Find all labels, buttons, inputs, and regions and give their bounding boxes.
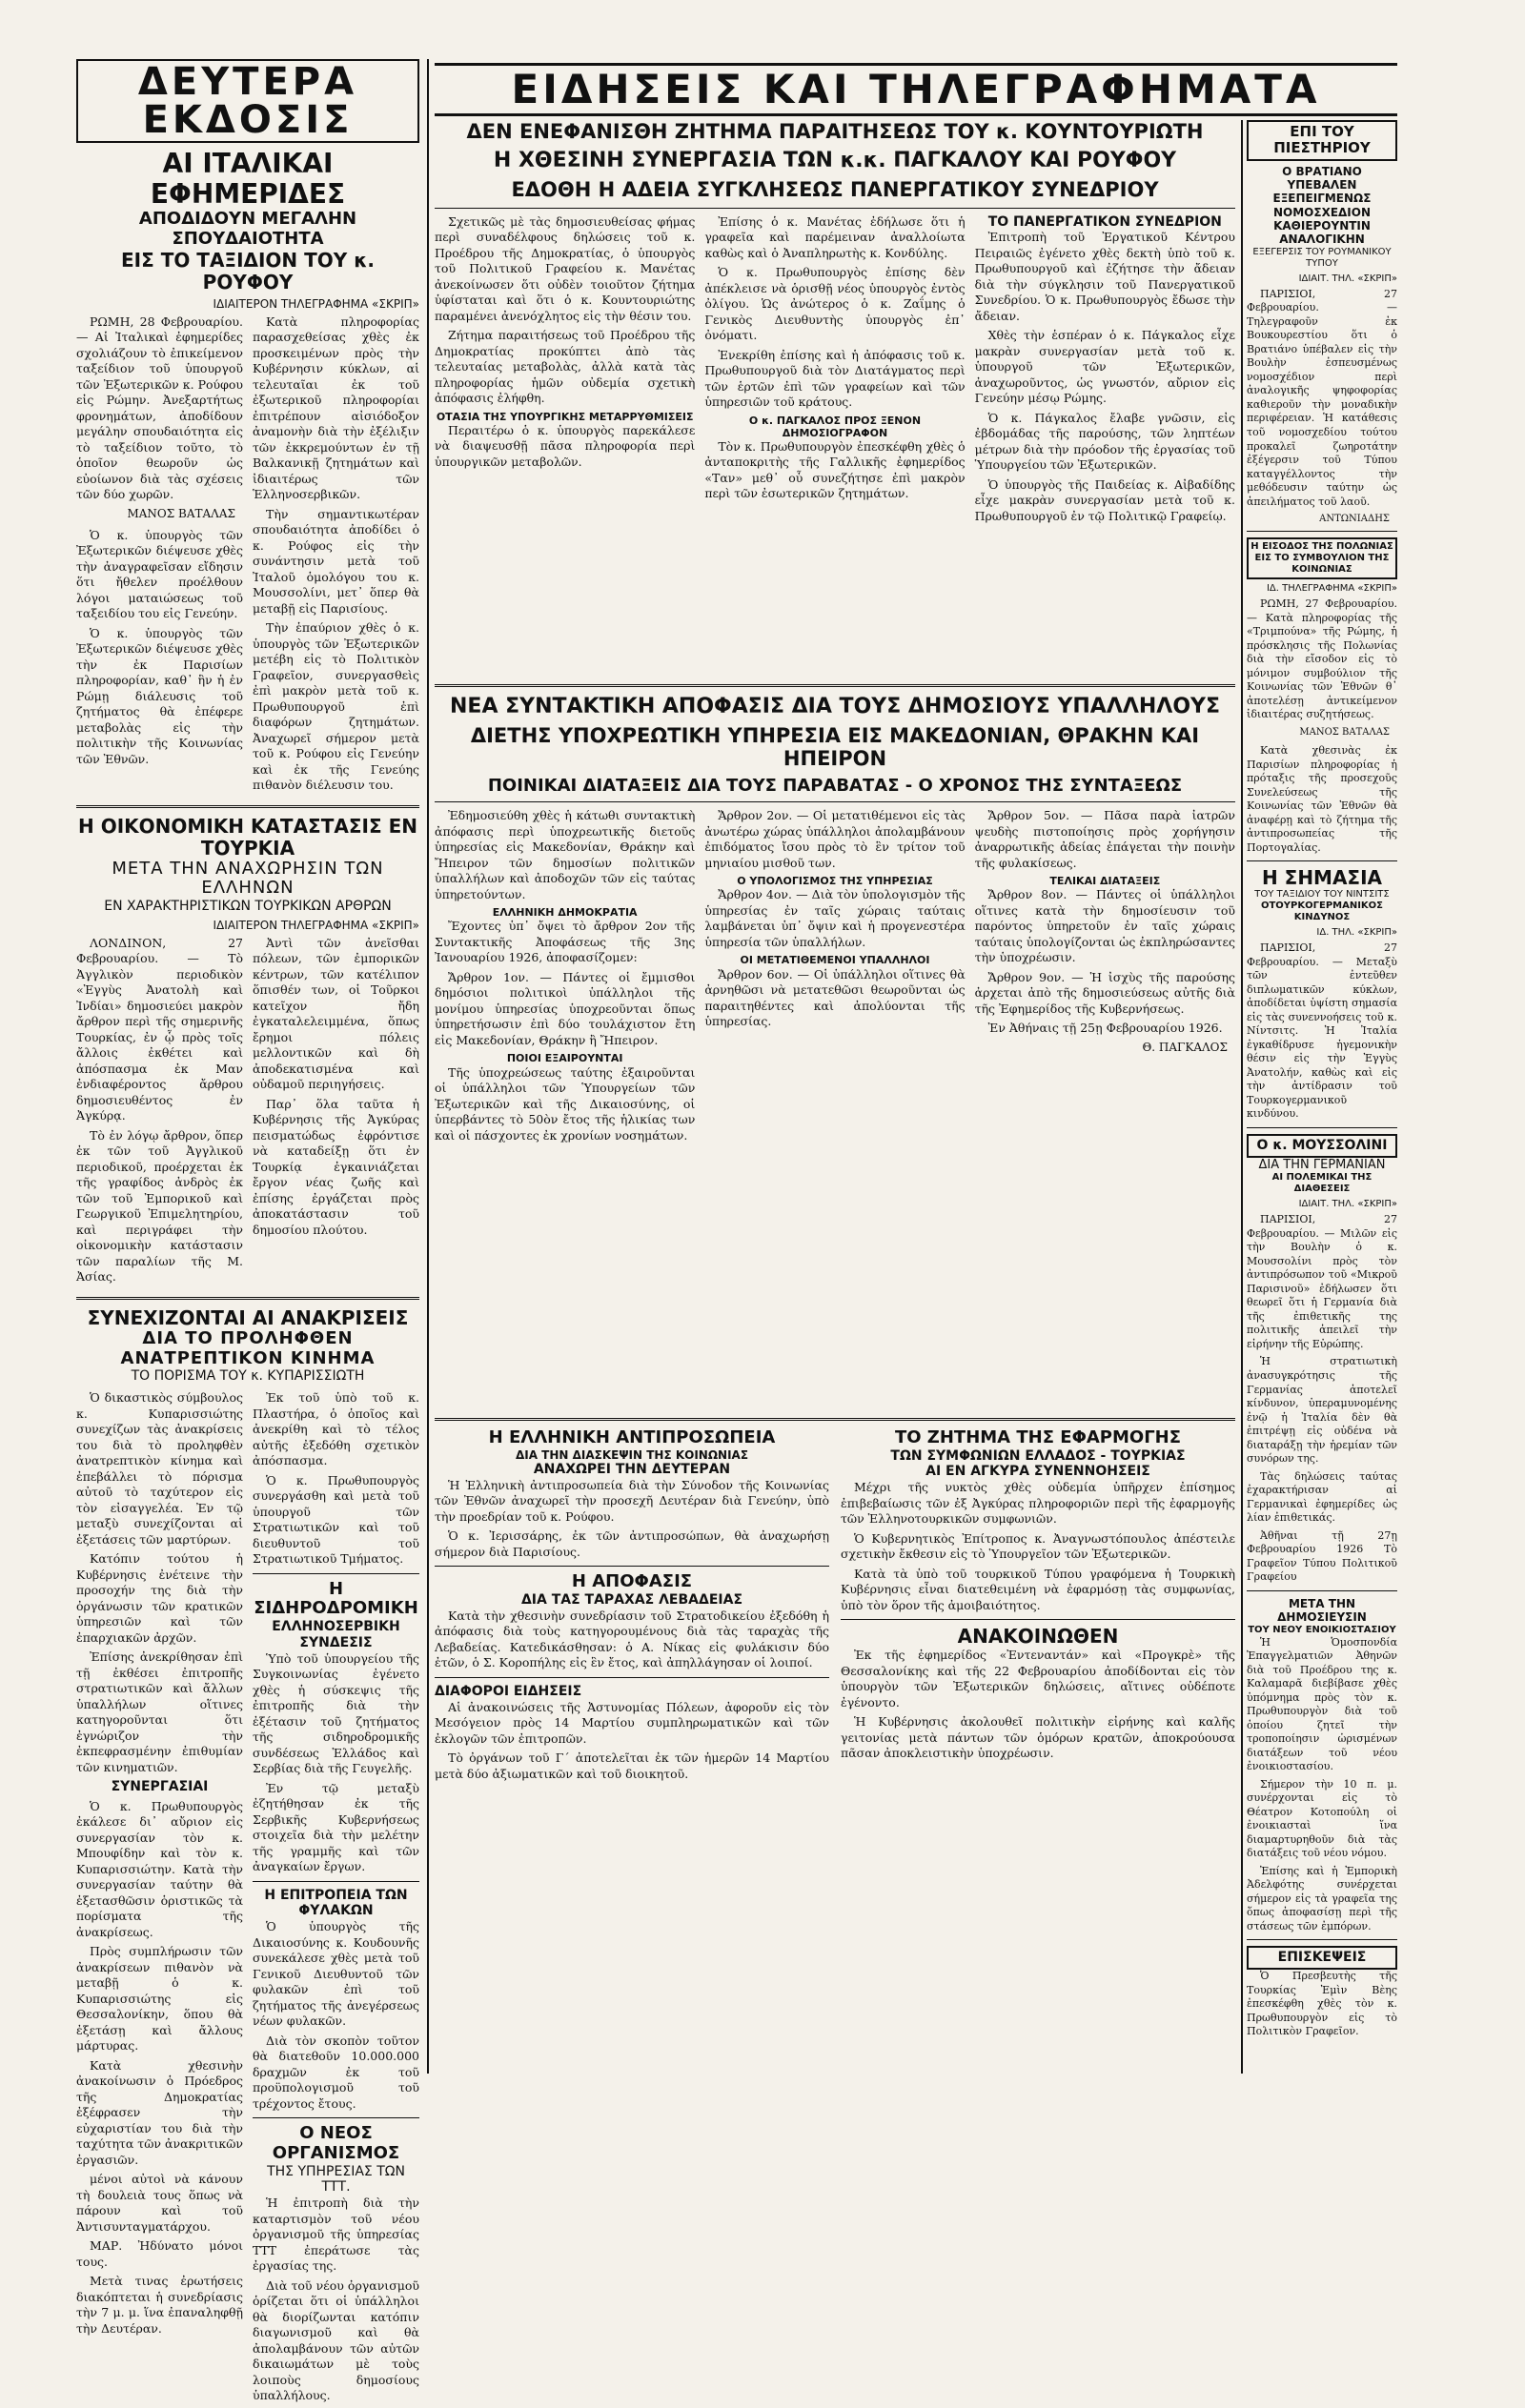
pestrio-subtitle-2: ΕΞΕΓΕΡΣΙΣ ΤΟΥ ΡΟΥΜΑΝΙΚΟΥ ΤΥΠΟΥ	[1252, 246, 1392, 269]
investigations-subtitle-1: ΔΙΑ ΤΟ ΠΡΟΛΗΦΘΕΝ ΑΝΑΤΡΕΠΤΙΚΟΝ ΚΙΝΗΜΑ	[120, 1327, 376, 1368]
investigations-p6: Ὁ κ. Πρωθυπουργὸς ἐκάλεσε δι᾽ αὔριον εἰς συνεργασίαν τὸν κ. Μπουφίδην καὶ τὸν κ. Κυπαρισσιώτην. Κατὰ τὴν συνεργασίαν ταύτην θὰ ἐξετασθῶσιν ὁριστικῶς τὰ πορίσματα τῆς ἀνακρίσεως.	[76, 1798, 243, 1939]
resign-subhead-1: ΟΤΑΣΙΑ ΤΗΣ ΥΠΟΥΡΓΙΚΗΣ ΜΕΤΑΡΡΥΘΜΙΣΕΙΣ	[436, 410, 694, 423]
left-column	[76, 59, 419, 2408]
episkepsis-box	[1247, 1946, 1397, 1970]
resign-headline-2: Η ΧΘΕΣΙΝΗ ΣΥΝΕΡΓΑΣΙΑ ΤΩΝ κ.κ. ΠΑΓΚΑΛΟΥ ΚΑΙ ΡΟΥΦΟΥ	[493, 149, 1177, 173]
pestrio-subtitle: Ο ΒΡΑΤΙΑΝΟ ΥΠΕΒΑΛΕΝ ΕΞΕΠΕΙΓΜΕΝΩΣ ΝΟΜΟΣΧΕΔΙΟΝ ΚΑΘΙΕΡΟΥΝΤΙΝ ΑΝΑΛΟΓΙΚΗΝ	[1272, 164, 1372, 247]
pestrio-box	[1247, 120, 1397, 161]
poland-title: Η ΕΙΣΟΔΟΣ ΤΗΣ ΠΟΛΩΝΙΑΣ ΕΙΣ ΤΟ ΣΥΜΒΟΥΛΙΟΝ ΤΗΣ ΚΟΙΝΩΝΙΑΣ	[1250, 541, 1393, 576]
poland-signature: ΜΑΝΟΣ ΒΑΤΑΛΑΣ	[1299, 726, 1390, 738]
pestrio-title: ΕΠΙ ΤΟΥ ΠΙΕΣΤΗΡΙΟΥ	[1273, 123, 1371, 157]
mussolini-subtitle-2: ΑΙ ΠΟΛΕΜΙΚΑΙ ΤΗΣ ΔΙΑΘΕΣΕΙΣ	[1271, 1172, 1372, 1195]
poland-p1: ΡΩΜΗ, 27 Φεβρουαρίου. — Κατὰ πληροφορίας τῆς «Τριμπούνα» τῆς Ρώμης, ἡ πρόσκλησις τῆς Πολωνίας διὰ τὴν εἴσοδον εἰς τὸ μόνιμον συμβούλιον τῆς Κοινωνίας τῶν Ἐθνῶν θ᾽ ἀποτελέσῃ ἀντικείμενον ἰδιαιτέρας συζητήσεως.	[1247, 597, 1397, 721]
investigations-p5: Ὁ κ. Πρωθυπουργὸς συνεργάσθη καὶ μετὰ τοῦ ὑπουργοῦ τῶν Στρατιωτικῶν καὶ τοῦ διευθυντοῦ τοῦ Στρατιωτικοῦ Τμήματος.	[253, 1472, 419, 1567]
central-p3: Ἄρθρον 1ον. — Πάντες οἱ ἔμμισθοι δημόσιοι πολιτικοὶ ὑπάλληλοι τῆς μονίμου ὑπηρεσίας ὑποχρεοῦνται ὅπως ὑπηρετήσωσιν ἐπὶ δύο τουλάχιστον ἔτη εἰς Μακεδονίαν, Θράκην ἢ Ἤπειρον.	[435, 969, 696, 1047]
levadia-title: Η ΑΠΟΦΑΣΙΣ	[571, 1571, 693, 1592]
central-headline-1: ΝΕΑ ΣΥΝΤΑΚΤΙΚΗ ΑΠΟΦΑΣΙΣ ΔΙΑ ΤΟΥΣ ΔΗΜΟΣΙΟΥΣ ΥΠΑΛΛΗΛΟΥΣ	[450, 695, 1220, 718]
turkey-p2: Τὸ ἐν λόγῳ ἄρθρον, ὅπερ ἐκ τῶν τοῦ Ἀγγλικοῦ περιοδικοῦ, προέρχεται ἐκ τῆς γραφίδος ἀνδρὸς ἐκ τῶν τοῦ Ἐμπορικοῦ καὶ Γεωργικοῦ Ἐπιμελητηρίου, καὶ περιγράφει τὴν οἰκονομικὴν κατάστασιν τῶν παραλίων τῆς Μ. Ἀσίας.	[76, 1127, 243, 1285]
delegation-subtitle-2: ΑΝΑΧΩΡΕΙ ΤΗΝ ΔΕΥΤΕΡΑΝ	[533, 1462, 731, 1478]
italian-p5: Τὴν σημαντικωτέραν σπουδαιότητα ἀποδίδει ὁ κ. Ρούφος εἰς τὴν συνάντησιν μετὰ τοῦ Ἰταλοῦ ὁμολόγου του κ. Μουσσολίνι, μετ᾽ ὅπερ θὰ μεταβῇ εἰς Παρισίους.	[253, 506, 419, 616]
mussolini-body	[1247, 1213, 1397, 1584]
italian-p4: Κατὰ πληροφορίας παρασχεθείσας χθὲς ἐκ προσκειμένων πρὸς τὴν Κυβέρνησιν κύκλων, αἱ τελευταῖαι ἐκ τοῦ ἐξωτερικοῦ πληροφορίαι ἐπιτρέπουν αἰσιόδοξον ἀναμονὴν διὰ τὴν ἐξέλιξιν τῶν ἐκκρεμούντων ἐν τῇ Βαλκανικῇ ζητημάτων καὶ ἰδιαιτέρως τῶν Ἑλληνοσερβικῶν.	[253, 314, 419, 502]
bottom-row	[435, 1428, 1235, 1786]
investigations-p10: Μετὰ τινας ἐρωτήσεις διακόπτεται ἡ συνεδρίασις τὴν 7 μ. μ. ἵνα ἐπαναληφθῇ τὴν Δευτέραν.	[76, 2274, 243, 2336]
central-p2: Ἔχοντες ὑπ᾽ ὄψει τὸ ἄρθρον 2ον τῆς Συντακτικῆς Ἀποφάσεως τῆς 3ης Ἰανουαρίου 1926, ἀποφασίζομεν:	[435, 919, 696, 965]
divider	[1247, 531, 1397, 532]
resign-subhead-3: ΤΟ ΠΑΝΕΡΓΑΤΙΚΟΝ ΣΥΝΕΔΡΙΟΝ	[987, 213, 1222, 230]
anakoinothen-title: ΑΝΑΚΟΙΝΩΘΕΝ	[957, 1625, 1119, 1649]
episkepsis-p1: Ὁ Πρεσβευτὴς τῆς Τουρκίας Ἐμὶν Βὲης ἐπεσκέφθη χθὲς τὸν κ. Πρωθυπουργὸν εἰς τὸ Πολιτικὸν Γραφεῖον.	[1247, 1970, 1397, 2038]
divider	[435, 208, 1235, 209]
investigations-subhead: ΣΥΝΕΡΓΑΣΙΑΙ	[111, 1779, 209, 1795]
turkey-p4: Παρ᾽ ὅλα ταῦτα ἡ Κυβέρνησις τῆς Ἀγκύρας πεισματώδως ἐφρόντισε νὰ καταδείξῃ ὅτι ἐν Τουρκίᾳ ἐγκαινιάζεται ἔργον νέας ζωῆς καὶ ἐπίσης ἐργάζεται πρὸς ἀποκατάστασιν τοῦ δημοσίου πλούτου.	[253, 1096, 419, 1237]
turkey-subtitle-1: ΜΕΤΑ ΤΗΝ ΑΝΑΧΩΡΗΣΙΝ ΤΩΝ ΕΛΛΗΝΩΝ	[112, 858, 384, 899]
resign-subhead-2: Ο κ. ΠΑΓΚΑΛΟΣ ΠΡΟΣ ΞΕΝΟΝ ΔΗΜΟΣΙΟΓΡΑΦΟΝ	[748, 414, 922, 439]
ttt-p1: Ἡ ἐπιτροπὴ διὰ τὴν καταρτισμὸν τοῦ νέου ὀργανισμοῦ τῆς ὑπηρεσίας ΤΤΤ ἐπεράτωσε τὰς ἐργασίας της.	[253, 2196, 419, 2274]
divider	[253, 1573, 419, 1574]
central-p8: Ἄρθρον 6ον. — Οἱ ὑπάλληλοι οἵτινες θὰ ἀρνηθῶσι νὰ μετατεθῶσι θεωροῦνται ὡς παραιτηθέντες καὶ ἀπολύονται τῆς ὑπηρεσίας.	[704, 966, 966, 1029]
divider	[76, 805, 419, 808]
greekturkish-p1: Μέχρι τῆς νυκτὸς χθὲς οὐδεμία ὑπῆρχεν ἐπίσημος ἐπιβεβαίωσις τῶν ἐξ Ἀγκύρας πληροφοριῶν περὶ τῆς ἐφαρμογῆς τῶν Ἑλληνοτουρκικῶν συμφωνιῶν.	[841, 1480, 1235, 1527]
italian-source: ΙΔΙΑΙΤΕΡΟΝ ΤΗΛΕΓΡΑΦΗΜΑ «ΣΚΡΙΠ»	[213, 296, 419, 311]
column-separator	[427, 59, 429, 2074]
pestrio-p1: ΠΑΡΙΣΙΟΙ, 27 Φεβρουαρίου. — Τηλεγραφοῦν ἐκ Βουκουρεστίου ὅτι ὁ Βρατιάνο ὑπέβαλεν εἰς τὴν Βουλὴν ἐσπευσμένως νομοσχέδιον περὶ ἀναλογικῆς ψηφοφορίας καθιεροῦν τὴν μοναδικὴν περιφέρειαν. Ἡ κατάθεσις τοῦ νομοσχεδίου τούτου προκαλεῖ ζωηροτάτην ἐξέγερσιν τοῦ Τύπου καταγγέλλοντος τὴν μεθόδευσιν ταύτην ὡς ἀπειλήματος τοῦ λαοῦ.	[1247, 287, 1397, 508]
central-body	[435, 808, 1235, 1147]
simasia-title: Η ΣΗΜΑΣΙΑ	[1261, 866, 1383, 890]
italian-signature: ΜΑΝΟΣ ΒΑΤΑΛΑΣ	[127, 506, 235, 520]
diafora-p2: Τὸ ὀργάνων τοῦ Γ΄ ἀποτελεῖται ἐκ τῶν ἡμερῶν 14 Μαρτίου μετὰ δύο ἀξιωματικῶν καὶ τοῦ διοικητοῦ.	[435, 1750, 829, 1781]
central-headline-3: ΠΟΙΝΙΚΑΙ ΔΙΑΤΑΞΕΙΣ ΔΙΑ ΤΟΥΣ ΠΑΡΑΒΑΤΑΣ - Ο ΧΡΟΝΟΣ ΤΗΣ ΣΥΝΤΑΞΕΩΣ	[487, 775, 1183, 796]
column-separator	[1241, 120, 1243, 2074]
right-column	[1247, 120, 1397, 2043]
railway-title: Η ΣΙΔΗΡΟΔΡΟΜΙΚΗ	[254, 1578, 418, 1619]
divider	[253, 2117, 419, 2118]
enoikio-title: ΜΕΤΑ ΤΗΝ ΔΗΜΟΣΙΕΥΣΙΝ	[1277, 1596, 1367, 1625]
news-banner	[435, 63, 1397, 116]
investigations-title: ΣΥΝΕΧΙΖΟΝΤΑΙ ΑΙ ΑΝΑΚΡΙΣΕΙΣ	[87, 1305, 409, 1329]
pestrio-source: ΙΔΙΑΙΤ. ΤΗΛ. «ΣΚΡΙΠ»	[1298, 273, 1397, 284]
central-headline-2: ΔΙΕΤΗΣ ΥΠΟΧΡΕΩΤΙΚΗ ΥΠΗΡΕΣΙΑ ΕΙΣ ΜΑΚΕΔΟΝΙΑΝ, ΘΡΑΚΗΝ ΚΑΙ ΗΠΕΙΡΟΝ	[470, 724, 1200, 771]
levadia-p1: Κατὰ τὴν χθεσινὴν συνεδρίασιν τοῦ Στρατοδικείου ἐξεδόθη ἡ ἀπόφασις διὰ τοὺς κατηγορουμένους διὰ τὰς ταραχὰς τῆς Λεβαδείας. Κατεδικάσθησαν: ὁ Α. Νίκας εἰς φυλάκισιν δύο ἐτῶν, ὁ Σ. Κοροπήλης εἰς ἓν ἔτος, καὶ ἀπηλλάγησαν οἱ λοιποί.	[435, 1608, 829, 1670]
enoikio-body	[1247, 1636, 1397, 1934]
divider	[1247, 1590, 1397, 1591]
greekturkish-subtitle-2: ΑΙ ΕΝ ΑΓΚΥΡΑ ΣΥΝΕΝΝΟΗΣΕΙΣ	[925, 1464, 1150, 1480]
edition-box	[76, 59, 419, 143]
ttt-p2: Διὰ τοῦ νέου ὀργανισμοῦ ὁρίζεται ὅτι οἱ ὑπάλληλοι θὰ διορίζωνται κατόπιν διαγωνισμοῦ καὶ θὰ ἀπολαμβάνουν τῶν αὐτῶν δικαιωμάτων μὲ τοὺς λοιποὺς δημοσίους ὑπαλλήλους.	[253, 2277, 419, 2403]
enoikio-subtitle: ΤΟΥ ΝΕΟΥ ΕΝΟΙΚΙΟΣΤΑΣΙΟΥ	[1248, 1624, 1396, 1635]
investigations-subtitle-2: ΤΟ ΠΟΡΙΣΜΑ ΤΟΥ κ. ΚΥΠΑΡΙΣΣΙΩΤΗ	[131, 1368, 365, 1385]
central-p5: Ἄρθρον 2ον. — Οἱ μετατιθέμενοι εἰς τὰς ἀνωτέρω χώρας ὑπάλληλοι ἀπολαμβάνουν ἐπιδόματος ἴσου πρὸς τὸ ἓν τρίτον τοῦ μηνιαίου μισθοῦ των.	[704, 808, 966, 870]
divider	[1247, 1939, 1397, 1940]
central-p6: Ἄρθρον 4ον. — Διὰ τὸν ὑπολογισμὸν τῆς ὑπηρεσίας ἐν ταῖς χώραις ταύταις λαμβάνεται ὑπ᾽ ὄψιν καὶ ἡ προγενεστέρα ὑπηρεσία τῶν ὑπαλλήλων.	[704, 887, 966, 949]
enoikio-p1: Ἡ Ὁμοσπονδία Ἐπαγγελματιῶν Ἀθηνῶν διὰ τοῦ Προέδρου της κ. Καλαμαρᾶ διεβίβασε χθὲς ὑπόμνημα πρὸς τὸν κ. Πρωθυπουργὸν διὰ τοῦ ὁποίου ζητεῖ τὴν τροποποίησιν ὡρισμένων διατάξεων τοῦ νέου ἐνοικιοστασίου.	[1247, 1635, 1397, 1773]
levadia-subtitle: ΔΙΑ ΤΑΣ ΤΑΡΑΧΑΣ ΛΕΒΑΔΕΙΑΣ	[520, 1592, 743, 1609]
diafora-p1: Αἱ ἀνακοινώσεις τῆς Ἀστυνομίας Πόλεων, ἀφοροῦν εἰς τὸν Μεσόγειον πρὸς 14 Μαρτίου συμπληρωματικῶν καὶ τῶν ἐκλογῶν τῶν ἐπιτροπῶν.	[435, 1699, 829, 1746]
resign-headline-3: ΕΔΟΘΗ Η ΑΔΕΙΑ ΣΥΓΚΛΗΣΕΩΣ ΠΑΝΕΡΓΑΤΙΚΟΥ ΣΥΝΕΔΡΙΟΥ	[511, 178, 1159, 202]
resign-p10: Ὁ κ. Πάγκαλος ἔλαβε γνῶσιν, εἰς ἐβδομάδας τῆς παρούσης, τῶν ληπτέων μέτρων διὰ τὴν πρόοδον τῆς ἐργασίας τοῦ Ὑπουργείου τῶν Ἐξωτερικῶν.	[974, 410, 1235, 473]
resign-p5: Ὁ κ. Πρωθυπουργὸς ἐπίσης δὲν ἀπέκλεισε νὰ ὁρισθῇ νέος ὑπουργὸς ἐντὸς ὀλίγου. Ὡς ἀνώτερος ὁ κ. Ζαΐμης ὁ Γενικὸς Διευθυντὴς ὑπουργὸς ἐπ᾽ ὀνόματι.	[704, 265, 966, 343]
resign-p7: Τὸν κ. Πρωθυπουργὸν ἐπεσκέφθη χθὲς ὁ ἀνταποκριτὴς τῆς Γαλλικῆς ἐφημερίδος «Ταν» μεθ᾽ οὗ συνεζήτησε ἐπὶ μακρὸν περὶ τῶν ἐσωτερικῶν ζητημάτων.	[704, 438, 966, 501]
divider	[435, 801, 1235, 802]
divider	[435, 1566, 829, 1567]
italian-subtitle-1: ΑΠΟΔΙΔΟΥΝ ΜΕΓΑΛΗΝ ΣΠΟΥΔΑΙΟΤΗΤΑ	[138, 209, 357, 250]
mussolini-p3: Τὰς δηλώσεις ταύτας ἐχαρακτήρισαν αἱ Γερμανικαὶ ἐφημερίδες ὡς λίαν ἐπιθετικάς.	[1247, 1469, 1397, 1525]
railway-subtitle: ΕΛΛΗΝΟΣΕΡΒΙΚΗ ΣΥΝΔΕΣΙΣ	[272, 1618, 400, 1650]
central-p4: Τῆς ὑποχρεώσεως ταύτης ἐξαιροῦνται οἱ ὑπάλληλοι τῶν Ὑπουργείων τῶν Ἐξωτερικῶν καὶ τῆς Δικαιοσύνης, οἱ ὑπερβάντες τὸ 50ὸν ἔτος τῆς ἡλικίας των καὶ οἱ πάσχοντες ἐκ χρονίων νοσημάτων.	[435, 1064, 696, 1143]
mussolini-subtitle-1: ΔΙΑ ΤΗΝ ΓΕΡΜΑΝΙΑΝ	[1258, 1157, 1386, 1172]
center-story	[435, 677, 1235, 1147]
italian-title: ΑΙ ΙΤΑΛΙΚΑΙ ΕΦΗΜΕΡΙΔΕΣ	[150, 148, 346, 211]
central-p1: Ἐδημοσιεύθη χθὲς ἡ κάτωθι συντακτικὴ ἀπόφασις περὶ ὑποχρεωτικῆς διετοῦς ὑπηρεσίας εἰς Μακεδονίαν, Θράκην καὶ Ἤπειρον τῶν δημοσίων πολιτικῶν ὑπαλλήλων καὶ ἀποδοχῶν τῶν εἰς ταύτας ὑπηρετούντων.	[435, 808, 696, 901]
investigations-p2: Κατόπιν τούτου ἡ Κυβέρνησις ἐνέτεινε τὴν προσοχήν της διὰ τὴν ὀργάνωσιν τῶν κρατικῶν ὑπηρεσιῶν καὶ τῶν ἐπαρχιακῶν ἀρχῶν.	[76, 1551, 243, 1645]
enoikio-p2: Σήμερον τὴν 10 π. μ. συνέρχονται εἰς τὸ Θέατρον Κοτοπούλη οἱ ἐνοικιασταὶ ἵνα διαμαρτυρηθοῦν διὰ τὰς διατάξεις τοῦ νέου νόμου.	[1247, 1777, 1397, 1860]
simasia-subtitle-1: ΤΟΥ ΤΑΞΙΔΙΟΥ ΤΟΥ ΝΙΝΤΣΙΤΣ	[1254, 889, 1390, 900]
delegation-p2: Ὁ κ. Ἰερισσάρης, ἐκ τῶν ἀντιπροσώπων, θὰ ἀναχωρήσῃ σήμερον διὰ Παρισίους.	[435, 1528, 829, 1559]
ttt-subtitle: ΤΗΣ ΥΠΗΡΕΣΙΑΣ ΤΩΝ ΤΤΤ.	[267, 2163, 405, 2196]
bottom-left	[435, 1428, 829, 1786]
turkey-p3: Ἀντὶ τῶν ἀνεῖσθαι πόλεων, τῶν ἐμπορικῶν κέντρων, τῶν κατέλιπον ὅπισθέν των, οἱ Τοῦρκοι κατεῖχον ἤδη ἐγκαταλελειμμένα, ὅπως ἔρημοι πόλεις μελλοντικῶν καὶ δὴ ἀποδεκατισμένα καὶ οὐδαμοῦ περιηγήσεις.	[253, 935, 419, 1092]
banner-title: ΕΙΔΗΣΕΙΣ ΚΑΙ ΤΗΛΕΓΡΑΦΗΜΑΤΑ	[511, 66, 1321, 112]
mussolini-date: Ἀθῆναι τῇ 27ῃ Φεβρουαρίου 1926 Τὸ Γραφεῖον Τύπου Πολιτικοῦ Γραφείου	[1247, 1528, 1397, 1584]
divider	[435, 684, 1235, 687]
turkey-article	[76, 816, 419, 1289]
mussolini-box	[1247, 1134, 1397, 1158]
simasia-p1: ΠΑΡΙΣΙΟΙ, 27 Φεβρουαρίου. — Μεταξὺ τῶν ἐντεῦθεν διπλωματικῶν κύκλων, ἀποδίδεται ὑψίστη σημασία εἰς τὰς συνεννοήσεις τοῦ κ. Νίντσιτς. Ἡ Ἰταλία ἐγκαθίδρυσε ἡγεμονικὴν θέσιν εἰς τὴν Ἐγγὺς Ἀνατολήν, καθὼς καὶ εἰς τὴν ἀντίδρασιν τοῦ Τουρκογερμανικοῦ κινδύνου.	[1247, 941, 1397, 1121]
turkey-subtitle-2: ΕΝ ΧΑΡΑΚΤΗΡΙΣΤΙΚΩΝ ΤΟΥΡΚΙΚΩΝ ΑΡΘΡΩΝ	[104, 899, 392, 915]
central-subhead-3: Ο ΥΠΟΛΟΓΙΣΜΟΣ ΤΗΣ ΥΠΗΡΕΣΙΑΣ	[737, 875, 933, 888]
central-p9: Ἄρθρον 8ον. — Πάντες οἱ ὑπάλληλοι οἵτινες κατὰ τὴν δημοσίευσιν τοῦ παρόντος ὑπηρετοῦν ἐν ταῖς χώραις ταύταις ὑπολογίζονται ὡς ἐκπληρώσαντες τὴν ὑποχρέωσιν.	[974, 887, 1235, 965]
investigations-p8: Κατὰ χθεσινὴν ἀνακοίνωσιν ὁ Πρόεδρος τῆς Δημοκρατίας ἐξέφρασεν τὴν εὐχαριστίαν του διὰ τὴν ταχύτητα τῶν ἀνακριτικῶν ἐργασιῶν.	[76, 2057, 243, 2167]
guards-p1: Ὁ ὑπουργὸς τῆς Δικαιοσύνης κ. Κουδουνῆς συνεκάλεσε χθὲς μετὰ τοῦ Γενικοῦ Διευθυντοῦ τῶν φυλακῶν ἐπὶ τοῦ ζητήματος τῆς ἀνεγέρσεως νέων φυλακῶν.	[253, 1919, 419, 2029]
delegation-subtitle-1: ΔΙΑ ΤΗΝ ΔΙΑΣΚΕΨΙΝ ΤΗΣ ΚΟΙΝΩΝΙΑΣ	[515, 1447, 749, 1462]
resign-p8: Ἐπιτροπὴ τοῦ Ἐργατικοῦ Κέντρου Πειραιῶς ἐγένετο χθὲς δεκτὴ ὑπὸ τοῦ κ. Πρωθυπουργοῦ καὶ ἐζήτησε τὴν ἄδειαν διὰ τὴν σύγκλησιν τοῦ Πανεργατικοῦ Συνεδρίου. Ὁ κ. Πρωθυπουργὸς ἔδωσε τὴν ἄδειαν.	[974, 230, 1235, 323]
guards-title: Η ΕΠΙΤΡΟΠΕΙΑ ΤΩΝ ΦΥΛΑΚΩΝ	[264, 1887, 408, 1919]
resign-p9: Χθὲς τὴν ἑσπέραν ὁ κ. Πάγκαλος εἶχε μακρὰν συνεργασίαν μετὰ τοῦ κ. ὑπουργοῦ τῶν Ἐξωτερικῶν, ἀναχωροῦντος, ὡς γνωστόν, αὔριον εἰς Γενεύην μέσῳ Ρώμης.	[974, 328, 1235, 406]
enoikio-p3: Ἐπίσης καὶ ἡ Ἐμπορικὴ Ἀδελφότης συνέρχεται σήμερον εἰς τὰ γραφεῖα της ὅπως ἀποφασίσῃ περὶ τῆς στάσεως τῶν ἐμπόρων.	[1247, 1864, 1397, 1932]
turkey-p1: ΛΟΝΔΙΝΟΝ, 27 Φεβρουαρίου. — Τὸ Ἀγγλικὸν περιοδικὸν «Ἐγγὺς Ἀνατολὴ καὶ Ἰνδίαι» δημοσιεύει μακρὸν ἄρθρον περὶ τῆς σημερινῆς Τουρκίας, ἐν ᾧ πρὸς τοῖς ἄλλοις ἐκθέτει καὶ ἀπόσπασμα ἐκ Μαν ἐνδιαφέροντος ἄρθρου δημοσιευθέντος ἐν Ἀγκύρᾳ.	[76, 935, 243, 1123]
resign-p11: Ὁ ὑπουργὸς τῆς Παιδείας κ. Αἰβαδίδης εἶχε μακρὰν συνεργασίαν μετὰ τοῦ κ. Πρωθυπουργοῦ ἐν τῷ Πολιτικῷ Γραφείῳ.	[974, 476, 1235, 523]
mussolini-p2: Ἡ στρατιωτικὴ ἀνασυγκρότησις τῆς Γερμανίας ἀποτελεῖ κίνδυνον, ὑπεραμυνομένης ἐνῷ ἡ Ἰταλία δὲν θὰ ἐπιτρέψῃ εἰς οὐδένα νὰ διαταράξῃ τὴν ἠρεμίαν τῶν συνόρων της.	[1247, 1355, 1397, 1466]
central-subhead-1: ΕΛΛΗΝΙΚΗ ΔΗΜΟΚΡΑΤΙΑ	[492, 906, 638, 920]
italian-subtitle-2: ΕΙΣ ΤΟ ΤΑΞΙΔΙΟΝ ΤΟΥ κ. ΡΟΥΦΟΥ	[120, 248, 376, 293]
resign-p3: Περαιτέρω ὁ κ. ὑπουργὸς παρεκάλεσε νὰ διαψευσθῇ πᾶσα πληροφορία περὶ ὑπουργικῶν μεταβολῶν.	[435, 422, 696, 469]
turkey-title: Η ΟΙΚΟΝΟΜΙΚΗ ΚΑΤΑΣΤΑΣΙΣ ΕΝ ΤΟΥΡΚΙΑ	[78, 814, 417, 860]
resign-p1: Σχετικῶς μὲ τὰς δημοσιευθείσας φήμας περὶ συναδέλφους δηλώσεις τοῦ κ. Προέδρου τῆς Δημοκρατίας, ὁ ὑπουργὸς τοῦ Πολιτικοῦ Γραφείου κ. Μανέτας ἀνεκοίνωσεν ὅτι οὐδὲν τοιοῦτον ζήτημα ὑφίσταται καὶ ὅτι ὁ κ. Κουντουριώτης παραμένει ἀνενόχλητος εἰς τὴν θέσιν του.	[435, 213, 696, 323]
resign-body	[435, 214, 1235, 529]
poland-body	[1247, 597, 1397, 855]
greekturkish-subtitle-1: ΤΩΝ ΣΥΜΦΩΝΙΩΝ ΕΛΛΑΔΟΣ - ΤΟΥΡΚΙΑΣ	[890, 1447, 1186, 1464]
investigations-sig: ΜΑΡ. Ἠδύνατο μόνοι τους.	[76, 2238, 243, 2269]
delegation-p1: Ἡ Ἑλληνικὴ ἀντιπροσωπεία διὰ τὴν Σύνοδον τῆς Κοινωνίας τῶν Ἐθνῶν ἀναχωρεῖ τὴν προσεχῆ Δευτέραν διὰ Γενεύην, ὑπὸ τὴν προεδρίαν τοῦ κ. Ρούφου.	[435, 1477, 829, 1524]
greekturkish-p2: Ὁ Κυβερνητικὸς Ἐπίτροπος κ. Ἀναγνωστόπουλος ἀπέστειλε σχετικὴν ἔκθεσιν εἰς τὸ Ὑπουργεῖον τῶν Ἐξωτερικῶν.	[841, 1530, 1235, 1562]
greekturkish-p3: Κατὰ τὰ ὑπὸ τοῦ τουρκικοῦ Τύπου γραφόμενα ἡ Τουρκικὴ Κυβέρνησις εἶναι διατεθειμένη νὰ ἐφαρμόσῃ τὰς συμφωνίας, ὑπὸ τὸν ὅρον τῆς ἀμοιβαιότητος.	[841, 1566, 1235, 1612]
italian-p3: Ὁ κ. ὑπουργὸς τῶν Ἐξωτερικῶν διέψευσε χθὲς τὴν ἐκ Παρισίων πληροφορίαν, καθ᾽ ἣν ἡ ἐν Ρώμῃ διάλευσις τοῦ ζητήματος θὰ ἐπέφερε μεταβολὰς εἰς τὴν πολιτικὴν τῆς Κοινωνίας τῶν Ἐθνῶν.	[76, 625, 243, 766]
turkey-source: ΙΔΙΑΙΤΕΡΟΝ ΤΗΛΕΓΡΑΦΗΜΑ «ΣΚΡΙΠ»	[213, 918, 419, 932]
simasia-source: ΙΔ. ΤΗΛ. «ΣΚΡΙΠ»	[1316, 927, 1397, 939]
bottom-right	[841, 1428, 1235, 1786]
divider	[841, 1619, 1235, 1620]
greekturkish-title: ΤΟ ΖΗΤΗΜΑ ΤΗΣ ΕΦΑΡΜΟΓΗΣ	[894, 1427, 1182, 1447]
railway-p2: Ἐν τῷ μεταξὺ ἐζητήθησαν ἐκ τῆς Σερβικῆς Κυβερνήσεως στοιχεῖα διὰ τὴν μελέτην τῆς γραμμῆς καὶ τῶν ἀναγκαίων ἔργων.	[253, 1780, 419, 1874]
italian-p6: Τὴν ἑπαύριον χθὲς ὁ κ. ὑπουργὸς τῶν Ἐξωτερικῶν μετέβη εἰς τὸ Πολιτικὸν Γραφεῖον, συνεργασθεὶς ἐπὶ μακρὸν μετὰ τοῦ κ. Πρωθυπουργοῦ ἐπὶ διαφόρων ζητημάτων. Ἀναχωρεῖ σήμερον μετὰ τοῦ κ. Ρούφου εἰς Γενεύην καὶ ἐκ τῆς Γενεύης πιθανὸν διέλευσιν του.	[253, 620, 419, 793]
simasia-subtitle-2: ΟΤΟΥΡΚΟΓΕΡΜΑΝΙΚΟΣ ΚΙΝΔΥΝΟΣ	[1260, 900, 1384, 923]
center-top	[435, 120, 1235, 528]
resign-p6: Ἐνεκρίθη ἐπίσης καὶ ἡ ἀπόφασις τοῦ κ. Πρωθυπουργοῦ διὰ τὸν Διατάγματος περὶ τῶν ἑρτῶν ἐπὶ τῶν γραφείων καὶ τῶν ὑπηρεσιῶν τοῦ κράτους.	[704, 347, 966, 410]
italian-p1: ΡΩΜΗ, 28 Φεβρουαρίου. — Αἱ Ἰταλικαὶ ἐφημερίδες σχολιάζουν τὸ ἐπικείμενον ταξείδιον τοῦ ὑπουργοῦ τῶν Ἐξωτερικῶν κ. Ρούφου εἰς Ρώμην. Ἀνεξαρτήτως φρονημάτων, ἀποδίδουν μεγάλην σπουδαιότητα εἰς τὸ ταξείδιον τοῦτο, τὸ ὁποῖον θεωροῦν ὡς εὐοίωνον διὰ τὰς σχέσεις τῶν δύο χωρῶν.	[76, 314, 243, 502]
ttt-title: Ο ΝΕΟΣ ΟΡΓΑΝΙΣΜΟΣ	[272, 2123, 400, 2163]
turkey-body	[76, 936, 419, 1289]
pestrio-signature: ΑΝΤΩΝΙΑΔΗΣ	[1319, 514, 1390, 525]
central-p10: Ἄρθρον 9ον. — Ἡ ἰσχὺς τῆς παρούσης ἀρχεται ἀπὸ τῆς δημοσιεύσεως αὐτῆς διὰ τῆς Ἐφημερίδος τῆς Κυβερνήσεως.	[974, 969, 1235, 1016]
divider	[253, 1881, 419, 1882]
mussolini-p1: ΠΑΡΙΣΙΟΙ, 27 Φεβρουαρίου. — Μιλῶν εἰς τὴν Βουλὴν ὁ κ. Μουσσολίνι πρὸς τὸν ἀντιπρόσωπον τοῦ «Μικροῦ Παρισινοῦ» ἐδήλωσεν ὅτι θεωρεῖ ὅτι ἡ Γερμανία διὰ τῆς ἐπιθετικῆς της πολιτικῆς ἀπειλεῖ τὴν εἰρήνην τῆς Εὐρώπης.	[1247, 1213, 1397, 1350]
resign-p4: Ἐπίσης ὁ κ. Μανέτας ἐδήλωσε ὅτι ἡ γραφεῖα καὶ παρέμειναν ἀναλλοίωτα καθὼς καὶ ὁ Ἀναπληρωτὴς κ. Κονδύλης.	[704, 213, 966, 260]
italian-body	[76, 314, 419, 798]
central-p7: Ἄρθρον 5ον. — Πᾶσα παρὰ ἰατρῶν ψευδὴς πιστοποίησις πρὸς χορήγησιν ἀναρρωτικῆς ἀδείας ἐπάγεται τὴν ποινὴν τῆς φυλακίσεως.	[974, 808, 1235, 870]
investigations-body	[76, 1390, 419, 2408]
italian-article	[76, 149, 419, 798]
central-subhead-2: ΠΟΙΟΙ ΕΞΑΙΡΟΥΝΤΑΙ	[506, 1052, 623, 1065]
central-subhead-4: ΟΙ ΜΕΤΑΤΙΘΕΜΕΝΟΙ ΥΠΑΛΛΗΛΟΙ	[740, 954, 930, 967]
central-date: Ἐν Ἀθήναις τῇ 25ῃ Φεβρουαρίου 1926.	[987, 1021, 1223, 1036]
investigations-p1: Ὁ δικαστικὸς σύμβουλος κ. Κυπαρισσιώτης συνεχίζων τὰς ἀνακρίσεις του διὰ τὸ προληφθὲν ἀνατρεπτικὸν κίνημα καὶ ἐπεβάλλει τὸ πόρισμα αὐτοῦ τὸ ταχύτερον εἰς τὸν εἰσαγγελέα. Ἐν τῷ μεταξὺ συνεχίζονται αἱ ἐξετάσεις τῶν μαρτύρων.	[76, 1390, 243, 1547]
divider	[76, 1297, 419, 1300]
simasia-body	[1247, 941, 1397, 1122]
central-signature: Θ. ΠΑΓΚΑΛΟΣ	[1142, 1040, 1228, 1054]
mussolini-source: ΙΔΙΑΙΤ. ΤΗΛ. «ΣΚΡΙΠ»	[1298, 1199, 1397, 1210]
center-bottom	[435, 1410, 1235, 1786]
investigations-p3: Ἐπίσης ἀνεκρίθησαν ἐπὶ τῇ ἐκθέσει ἐπιτροπῆς στρατιωτικῶν καὶ ἄλλων ὑπαλλήλων οἵτινες κατηγοροῦνται ὅτι ἐγνώριζον τὴν ἐκπεφρασμένην ἐπιθυμίαν τῶν κινηματιῶν.	[76, 1649, 243, 1774]
episkepsis-title: ΕΠΙΣΚΕΨΕΙΣ	[1277, 1950, 1367, 1966]
resign-p2: Ζήτημα παραιτήσεως τοῦ Προέδρου τῆς Δημοκρατίας προκύπτει ἀπὸ τὰς τελευταίας μεταβολὰς, ἀλλὰ κατὰ τὰς πληροφορίας ἡμῶν οὐδεμία σχετικὴ ἀπόφασις ἐλήφθη.	[435, 328, 696, 406]
edition-title: ΔΕΥΤΕΡΑ ΕΚΔΟΣΙΣ	[137, 60, 358, 142]
poland-source: ΙΔ. ΤΗΛΕΓΡΑΦΗΜΑ «ΣΚΡΙΠ»	[1266, 583, 1397, 595]
investigations-article	[76, 1307, 419, 2408]
investigations-p4: Ἐκ τοῦ ὑπὸ τοῦ κ. Πλαστήρα, ὁ ὁποῖος καὶ ἀνεκρίθη καὶ τὸ τέλος αὐτῆς ἐξεδόθη σχετικὸν ἀπόσπασμα.	[253, 1390, 419, 1468]
guards-p2: Διὰ τὸν σκοπὸν τοῦτον θὰ διατεθοῦν 10.000.000 δραχμῶν ἐκ τοῦ προϋπολογισμοῦ τοῦ τρέχοντος ἔτους.	[253, 2033, 419, 2111]
episkepsis-body	[1247, 1970, 1397, 2039]
mussolini-title: Ο κ. ΜΟΥΣΣΟΛΙΝΙ	[1256, 1137, 1388, 1153]
anakoinothen-p1: Ἐκ τῆς ἐφημερίδος «Ἐντεναντάν» καὶ «Προγκρὲ» τῆς Θεσσαλονίκης καὶ τῆς 22 Φεβρουαρίου ἀποδίδονται εἰς τὸν ὑπουργὸν τῶν Ἐξωτερικῶν δηλώσεις, αἵτινες οὐδέποτε ἐγένοντο.	[841, 1648, 1235, 1710]
delegation-title: Η ΕΛΛΗΝΙΚΗ ΑΝΤΙΠΡΟΣΩΠΕΙΑ	[488, 1427, 776, 1447]
divider	[435, 1677, 829, 1678]
anakoinothen-p2: Ἡ Κυβέρνησις ἀκολουθεῖ πολιτικὴν εἰρήνης καὶ καλῆς γειτονίας μετὰ πάντων τῶν ὁμόρων κρατῶν, ἀποκρούουσα πᾶσαν ἀποκλειστικὴν ὑποχρέωσιν.	[841, 1714, 1235, 1761]
investigations-p9: μένοι αὐτοὶ νὰ κάνουν τὴ δουλειὰ τους ὅπως νὰ πάρουν καὶ τοῦ Ἀντισυνταγματάρχου.	[76, 2172, 243, 2234]
investigations-p7: Πρὸς συμπλήρωσιν τῶν ἀνακρίσεων πιθανὸν νὰ μεταβῇ ὁ κ. Κυπαρισσιώτης εἰς Θεσσαλονίκην, ὅπου θὰ ἐξετάσῃ καὶ ἄλλους μάρτυρας.	[76, 1944, 243, 2054]
poland-p2: Κατὰ χθεσινὰς ἐκ Παρισίων πληροφορίας ἡ πρόταξις τῆς προσεχοῦς Συνελεύσεως τῆς Κοινωνίας τῶν Ἐθνῶν θὰ ἀναφέρῃ καὶ τὸ ζήτημα τῆς ἀντιπροσωπείας τῆς Πορτογαλίας.	[1247, 744, 1397, 854]
pestrio-body	[1247, 288, 1397, 525]
poland-box	[1247, 537, 1397, 579]
divider	[1247, 860, 1397, 861]
railway-p1: Ὑπὸ τοῦ ὑπουργείου τῆς Συγκοινωνίας ἐγένετο χθὲς ἡ σύσκεψις τῆς ἐπιτροπῆς διὰ τὴν ἐξέτασιν τοῦ ζητήματος τῆς σιδηροδρομικῆς συνδέσεως Ἑλλάδος καὶ Σερβίας διὰ τῆς Γευγελῆς.	[253, 1650, 419, 1776]
divider	[435, 1418, 1235, 1421]
italian-p2: Ὁ κ. ὑπουργὸς τῶν Ἐξωτερικῶν διέψευσε χθὲς τὴν ἀναγραφεῖσαν εἴδησιν ὅτι ἤθελεν προέλθουν λόγοι ματαιώσεως τοῦ ταξειδίου του εἰς Γενεύην.	[76, 527, 243, 621]
diafora-title: ΔΙΑΦΟΡΟΙ ΕΙΔΗΣΕΙΣ	[435, 1683, 582, 1699]
resign-headline-1: ΔΕΝ ΕΝΕΦΑΝΙΣΘΗ ΖΗΤΗΜΑ ΠΑΡΑΙΤΗΣΕΩΣ ΤΟΥ κ. ΚΟΥΝΤΟΥΡΙΩΤΗ	[466, 120, 1204, 143]
central-subhead-5: ΤΕΛΙΚΑΙ ΔΙΑΤΑΞΕΙΣ	[1049, 875, 1161, 888]
divider	[1247, 1127, 1397, 1128]
